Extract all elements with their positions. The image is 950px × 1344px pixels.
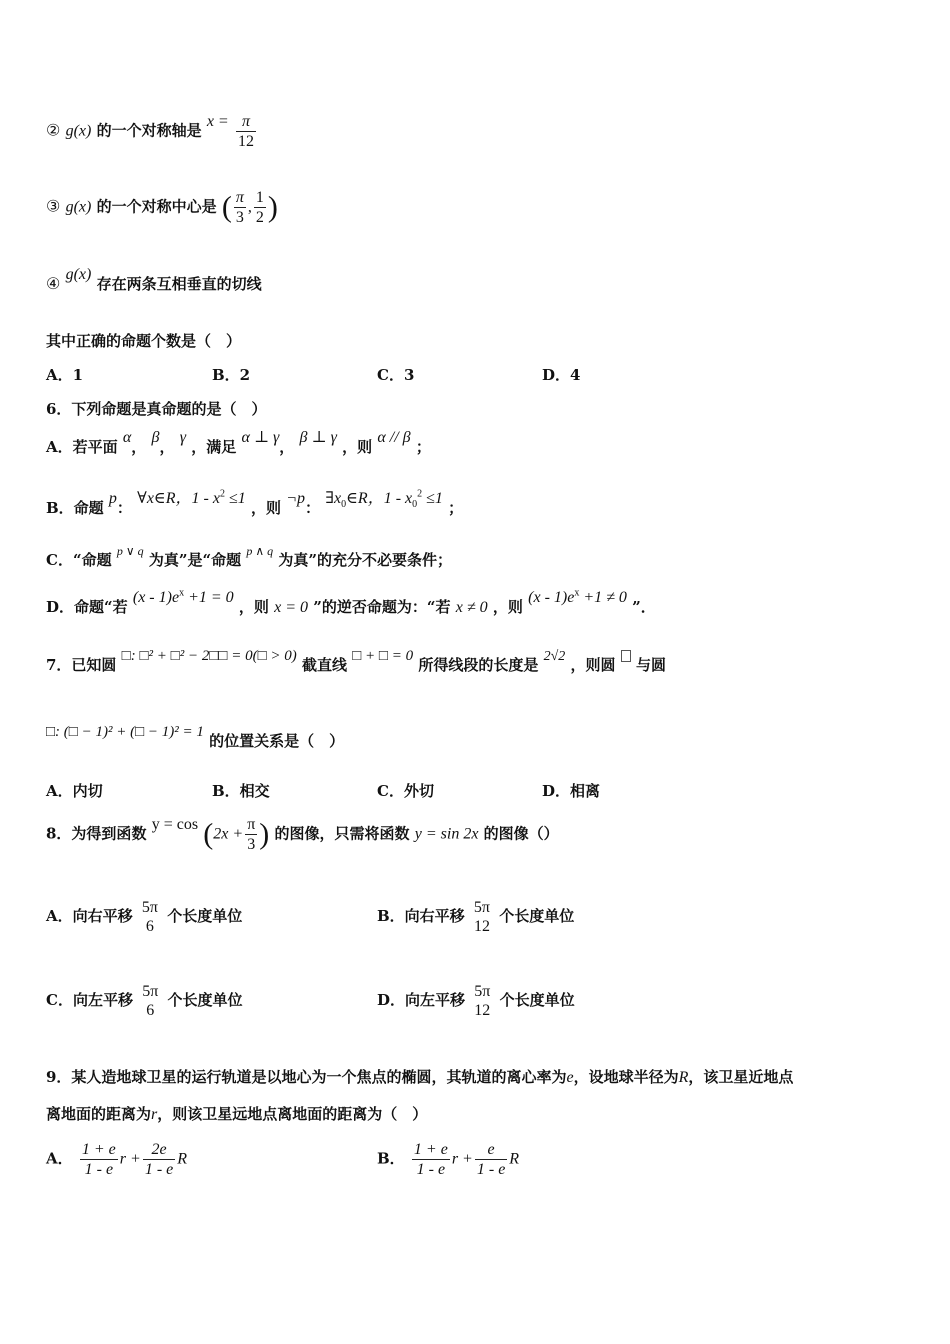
q9-line2b: ，则该卫星远地点离地面的距离为（ ） xyxy=(157,1105,428,1123)
q5-option-a[interactable]: A．1 xyxy=(46,366,84,384)
q9-b-n2: e xyxy=(475,1140,507,1160)
item-3-mark: ③ xyxy=(46,198,61,216)
q9-r: r xyxy=(151,1106,158,1123)
q6-option-c[interactable] xyxy=(46,544,453,570)
q6-b-s2b: ∈R，1 - x xyxy=(346,490,413,507)
q6-d-e4b: +1 ≠ 0 xyxy=(583,589,627,606)
q6-b-end: ； xyxy=(448,499,464,517)
q8-mid: 的图像，只需将函数 xyxy=(274,824,410,843)
q8-option-c[interactable] xyxy=(46,982,243,1020)
q9-line1c: ，该卫星近地点 xyxy=(688,1068,794,1086)
q6-c-mid1: 为真”是“命题 xyxy=(148,551,242,569)
q8-c-pre: C．向左平移 xyxy=(46,991,133,1009)
q9-a-n1: 1 + e xyxy=(81,1141,116,1158)
q7-length: 2√2 xyxy=(543,649,566,664)
q6-c-pre: C．“命题 xyxy=(46,551,112,569)
q6-d-mid3: ，则 xyxy=(492,598,523,616)
q6-b-s2c: ≤1 xyxy=(426,490,443,507)
q8-arg: 2x + xyxy=(213,825,244,843)
item-2-num: π xyxy=(236,112,256,132)
q6-a-mid: ，满足 xyxy=(191,438,237,456)
item-3-text: 的一个对称中心是 xyxy=(96,197,217,216)
q9-option-b[interactable] xyxy=(377,1140,519,1179)
item-2-func: g(x) xyxy=(65,122,92,140)
q8-a-pre: A．向右平移 xyxy=(46,907,133,925)
item-3-num1: π xyxy=(235,189,244,206)
q6-d-mid2: ”的逆否命题为：“若 xyxy=(313,598,451,616)
q9-e: e xyxy=(566,1069,574,1086)
q6-a-alpha: α xyxy=(122,429,132,446)
item-2 xyxy=(46,112,258,151)
q9-line1a: 9．某人造地球卫星的运行轨道是以地心为一个焦点的椭圆，其轨道的离心率为 xyxy=(46,1068,567,1086)
q5-option-c[interactable]: C．3 xyxy=(377,366,415,384)
q6-d-pre: D．命题“若 xyxy=(46,598,128,616)
item-2-x-eq: x = xyxy=(206,112,229,130)
q8-c-num: 5π xyxy=(142,983,159,1000)
q9-a-d1: 1 - e xyxy=(84,1161,114,1178)
q9-b-n1: 1 + e xyxy=(413,1141,448,1158)
q6-b-p: p xyxy=(108,490,117,507)
q9-line1b: ，设地球半径为 xyxy=(573,1068,679,1086)
q9-R: R xyxy=(678,1069,689,1086)
q6-c-mid2: 为真”的充分不必要条件； xyxy=(278,551,453,569)
q9-a-end: R xyxy=(177,1150,188,1168)
q6-a-result: α // β xyxy=(377,429,411,446)
q9-line1 xyxy=(46,1066,793,1087)
q7-option-d[interactable]: D．相离 xyxy=(542,782,601,800)
q7-circle2: □: (□ − 1)² + (□ − 1)² = 1 xyxy=(46,724,204,740)
q7-line1 xyxy=(46,648,667,675)
q8-b-num: 5π xyxy=(473,899,490,916)
q8-d-den: 12 xyxy=(474,1002,491,1019)
q9-a-mid: r + xyxy=(119,1150,141,1168)
q6-b-s1b: ≤1 xyxy=(228,490,246,507)
q6-b-s1: ∀x∈R，1 - x xyxy=(137,490,220,507)
q6-d-e2: x = 0 xyxy=(274,599,309,616)
q7-mid2: 所得线段的长度是 xyxy=(418,656,539,674)
q8-func1: y = cos xyxy=(151,815,199,833)
q6-d-mid1: ，则 xyxy=(238,598,269,616)
q8-den: 3 xyxy=(247,836,256,853)
q8-func2: y = sin 2x xyxy=(414,825,479,843)
q9-a-n2: 2e xyxy=(143,1140,175,1160)
q8-c-den: 6 xyxy=(146,1002,155,1019)
item-4-func: g(x) xyxy=(65,266,92,283)
q8-a-post: 个长度单位 xyxy=(167,907,243,925)
q6-a-pre: A．若平面 xyxy=(46,438,118,456)
q8-pre: 8．为得到函数 xyxy=(46,824,147,843)
q7-mid4: 与圆 xyxy=(636,656,667,674)
q6-a-gamma: γ xyxy=(179,429,187,446)
q8-d-pre: D．向左平移 xyxy=(377,991,466,1009)
q6-a-then: ，则 xyxy=(342,438,373,456)
item-3-frac1 xyxy=(234,188,246,227)
q6-b-pre: B．命题 xyxy=(46,499,104,517)
q7-pre: 7．已知圆 xyxy=(46,656,117,674)
q5-option-d[interactable]: D．4 xyxy=(542,366,581,384)
q8-b-den: 12 xyxy=(473,918,490,935)
q9-b-mid: r + xyxy=(451,1150,473,1168)
q6-b-s2: ∃x xyxy=(325,490,342,507)
q7-circle-symbol xyxy=(621,650,631,662)
item-4 xyxy=(46,266,262,294)
q7-circle1: □: □² + □² − 2□□ = 0(□ > 0) xyxy=(121,648,297,664)
q8-d-post: 个长度单位 xyxy=(499,991,575,1009)
q6-d-end: ”． xyxy=(632,598,656,616)
q9-a-d2: 1 - e xyxy=(144,1161,174,1178)
q8-frac xyxy=(245,815,257,854)
q6-a-rel2: β ⊥ γ xyxy=(299,429,337,446)
q6-stem: 6．下列命题是真命题的是（ ） xyxy=(46,400,267,418)
q8-option-a[interactable] xyxy=(46,898,242,936)
q6-d-e3: x ≠ 0 xyxy=(455,599,488,616)
q7-line-eq: □ + □ = 0 xyxy=(352,648,414,664)
item-3-frac2 xyxy=(254,188,266,227)
q6-a-beta: β xyxy=(151,429,160,446)
q7-tail: 的位置关系是（ ） xyxy=(209,732,345,750)
q9-b-end: R xyxy=(509,1150,520,1168)
q7-option-c[interactable]: C．外切 xyxy=(377,782,434,800)
q8-b-post: 个长度单位 xyxy=(499,907,575,925)
q7-option-a[interactable]: A．内切 xyxy=(46,782,103,800)
q9-b-d2: 1 - e xyxy=(476,1161,506,1178)
q9-b-d1: 1 - e xyxy=(416,1161,446,1178)
item-3-num2: 1 xyxy=(255,189,264,206)
item-4-mark: ④ xyxy=(46,276,61,293)
q9-line2 xyxy=(46,1103,427,1124)
q7-mid1: 截直线 xyxy=(301,656,347,674)
q6-b-notp: ¬p xyxy=(286,490,306,507)
q8-stem: 8．为得到函数 y = cos (2x + $\frac{\pi}{3}$ ) 的图像，只需将函数 y = sin 2x 的图像（） xyxy=(46,815,559,853)
q9-line2a: 离地面的距离为 xyxy=(46,1105,152,1123)
q7-option-b[interactable]: B．相交 xyxy=(212,782,270,800)
q8-num: π xyxy=(247,816,256,833)
q5-stem: 其中正确的命题个数是（ ） xyxy=(46,332,242,350)
item-3-den2: 2 xyxy=(255,209,264,226)
q6-option-a[interactable]: A．若平面 α， β， γ ，满足 α ⊥ γ， β ⊥ γ ，则 α // β ； xyxy=(46,429,431,456)
q6-option-d[interactable]: D．命题“若 $(x - 1)e^x +1 = 0$ ，则 x = 0 ”的逆否命题为：“若 x ≠ 0 ，则 $(x - 1)e^x +1 \ne 0$ ”． xyxy=(46,587,656,616)
q8-tail: 的图像（） xyxy=(483,824,559,843)
q6-d-e1b: +1 = 0 xyxy=(188,589,234,606)
q8-c-post: 个长度单位 xyxy=(167,991,243,1009)
q8-b-pre: B．向右平移 xyxy=(377,907,465,925)
q8-option-b[interactable] xyxy=(377,898,574,936)
item-2-fraction xyxy=(236,112,256,151)
q8-d-num: 5π xyxy=(474,983,491,1000)
q6-option-b[interactable]: B．命题 p： ∀x∈R，$1 - x^2 \le 1$ ，则 ¬p： $\exists x_0\in R$，$1 - x_0^2 \le 1$ ； xyxy=(46,488,464,517)
q6-d-e4: (x - 1)e xyxy=(528,589,575,606)
q6-c-p-and-q: p ∧ q xyxy=(246,544,274,558)
q7-mid3: ，则圆 xyxy=(570,656,616,674)
q9-option-a[interactable] xyxy=(46,1140,187,1179)
q9-b-label: B． xyxy=(377,1149,405,1168)
q6-a-rel1: α ⊥ γ xyxy=(241,429,280,446)
item-2-den: 12 xyxy=(237,133,254,150)
item-2-mark: ② xyxy=(46,122,61,140)
q6-a-end: ； xyxy=(415,438,431,456)
item-2-text: 的一个对称轴是 xyxy=(96,121,202,140)
item-3: ③ g(x) 的一个对称中心是 ( $\frac{\pi}{3}$ , $\frac{1}{2}$ ) xyxy=(46,189,278,226)
q6-b-colon: ： xyxy=(116,499,132,517)
item-3-den1: 3 xyxy=(235,209,244,226)
q6-d-e1: (x - 1)e xyxy=(132,589,180,606)
q6-b-then: ，则 xyxy=(251,499,282,517)
q8-a-num: 5π xyxy=(141,899,158,916)
q6-c-p-or-q: p ∨ q xyxy=(116,544,144,558)
q7-line2 xyxy=(46,724,345,751)
q9-a-label: A． xyxy=(46,1149,73,1168)
q8-a-den: 6 xyxy=(145,918,154,935)
item-4-text: 存在两条互相垂直的切线 xyxy=(96,275,262,293)
q8-option-d[interactable] xyxy=(377,982,575,1020)
q5-option-b[interactable]: B．2 xyxy=(212,366,251,384)
q6-b-colon2: ： xyxy=(305,499,321,517)
item-3-func: g(x) xyxy=(65,198,92,216)
